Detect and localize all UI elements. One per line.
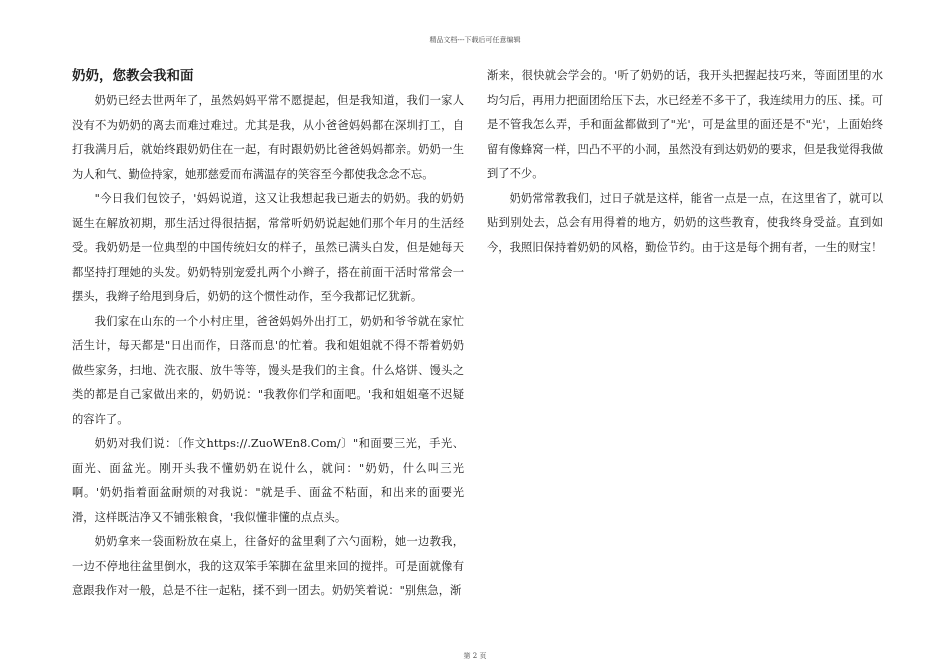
paragraph: 奶奶对我们说：〔作文https://.ZuoWEn8.Com/〕"和面要三光，手光、面光、面盆光。刚开头我不懂奶奶在说什么，就问："奶奶，什么叫三光啊。'奶奶指着面盆耐烦的对我说："就是手、面盆不粘面，和出来的面要光滑，这样既洁净又不铺张粮食，'我似懂非懂的点点头。 (72, 437, 464, 524)
paragraph-continuation: 渐来，很快就会学会的。'听了奶奶的话，我开头把握起技巧来，等面团里的水均匀后，再用力把面团给压下去，水已经差不多干了，我连续用力的压、揉。可是不管我怎么弄，手和面盆都做到了"光'，可是盆里的面还是不"光'，上面始终留有像蜂窝一样，凹凸不平的小洞，虽然没有到达奶奶的要求，但是我觉得我做到了不少。 (487, 69, 883, 180)
paragraph: 奶奶拿来一袋面粉放在桌上，往备好的盆里剩了六勺面粉，她一边教我，一边不停地往盆里倒水，我的这双笨手笨脚在盆里来回的搅拌。可是面就像有意跟我作对一般，总是不往一起粘，揉不到一团去。奶奶笑着说："别焦急，渐 (72, 535, 464, 597)
paragraph: 奶奶常常教我们，过日子就是这样，能省一点是一点，在这里省了，就可以贴到别处去，总会有用得着的地方，奶奶的这些教育，使我终身受益。直到如今，我照旧保持着奶奶的风格，勤俭节约。由于这是每个拥有者，一生的财宝！ (487, 191, 883, 254)
left-column (72, 64, 464, 604)
paragraph: 奶奶已经去世两年了，虽然妈妈平常不愿提起，但是我知道，我们一家人没有不为奶奶的离去而难过难过。尤其是我，从小爸爸妈妈都在深圳打工，自打我满月后，就始终跟奶奶住在一起，有时跟奶奶比爸爸妈妈都亲。奶奶一生为人和气、勤俭持家，她那慈爱而布满温存的笑容至今都使我念念不忘。 (72, 94, 464, 181)
right-column (487, 64, 883, 260)
page-number: 第 2 页 (463, 652, 487, 660)
article-title: 奶奶，您教会我和面 (72, 68, 194, 84)
page-header: 精品文档---下载后可任意编辑 (429, 36, 521, 44)
paragraph: 我们家在山东的一个小村庄里，爸爸妈妈外出打工，奶奶和爷爷就在家忙活生计，每天都是"日出而作，日落而息'的忙着。我和姐姐就不得不帮着奶奶做些家务，扫地、洗衣服、放牛等等，馒头是我们的主食。什么烙饼、馒头之类的都是自己家做出来的，奶奶说："我教你们学和面吧。'我和姐姐毫不迟疑的容许了。 (72, 314, 464, 426)
paragraph: "今日我们包饺子，'妈妈说道，这又让我想起我已逝去的奶奶。我的奶奶诞生在解放初期，那生活过得很拮据，常常听奶奶说起她们那个年月的生活经受。我奶奶是一位典型的中国传统妇女的样子，虽然已满头白发，但是她每天都坚持打理她的头发。奶奶特别宠爱扎两个小辫子，搭在前面干活时常常会一摆头，我辫子给甩到身后，奶奶的这个惯性动作，至今我都记忆犹新。 (72, 192, 464, 303)
